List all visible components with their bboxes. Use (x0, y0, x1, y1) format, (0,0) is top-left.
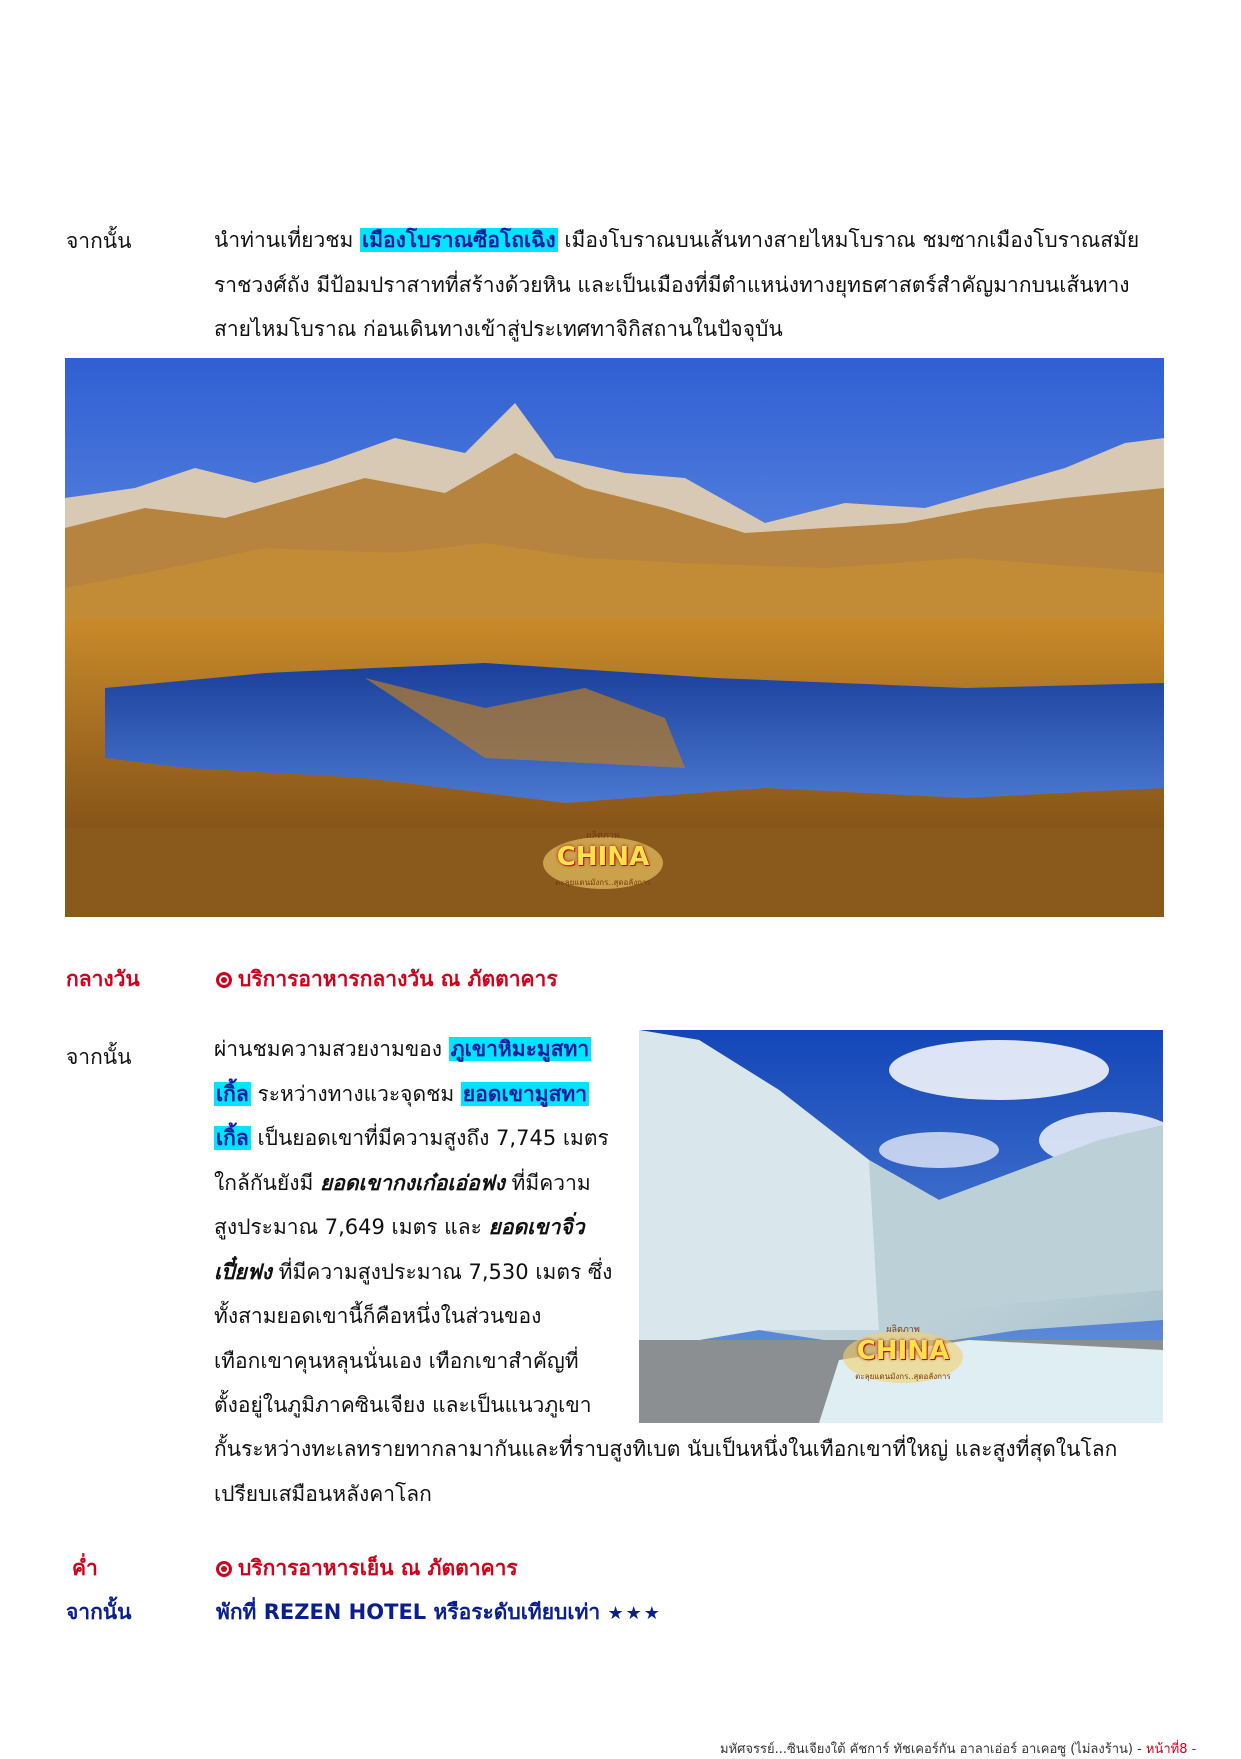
photo-glacier (639, 1030, 1163, 1423)
time-label-then-3: จากนั้น (66, 1600, 132, 1624)
dinner-service: บริการอาหารเย็น ณ ภัตตาคาร (216, 1552, 518, 1585)
time-label-then-1: จากนั้น (66, 229, 132, 253)
dish-icon (216, 972, 232, 988)
highlight-ancient-city: เมืองโบราณซือโถเฉิง (362, 228, 556, 252)
china-logo-badge: ผลิตภาพ CHINA ตะลุยแดนมังกร..สุดอลังการ (839, 1322, 967, 1388)
dish-icon (216, 1561, 232, 1577)
time-label-lunch: กลางวัน (66, 967, 140, 991)
photo-stone-city-landscape (65, 358, 1164, 917)
paragraph-muztagh: ผ่านชมความสวยงามของ ภูเขาหิมะมูสทา เกิ้ล ระหว่างทางแวะจุดชม ยอดเขามูสทา เกิ้ล เป็นยอดเขาที่มีความสูงถึง 7,745 เมตร ใกล้กันยังมี ยอดเขากงเก๋อเอ่อฟง ที่มีความ สูงประมาณ 7,649 เมตร และ ยอดเขาจิ่ว เปี๋ยฟง ที่มีความสูงประมาณ 7,530 เมตร ซึ่ง ทั้งสามยอดเขานี้ก็คือหนึ่งในส่วนของ เทือกเขาคุนหลุนนั่นเอง เทือกเขาสำคัญที่ ตั้งอยู่ในภูมิภาคซินเจียง และเป็นแนวภูเขา (214, 1037, 613, 1417)
time-label-dinner: ค่ำ (72, 1556, 98, 1580)
page-number: หน้าที่8 - (1145, 1742, 1197, 1757)
lunch-service: บริการอาหารกลางวัน ณ ภัตตาคาร (216, 963, 558, 996)
page-footer: มหัศจรรย์...ซินเจียงใต้ คัชการ์ ทัชเคอร์กัน อาลาเอ่อร์ อาเคอซู (ไม่ลงร้าน) - หน้าที่8 - (720, 1742, 1197, 1757)
star-rating-icon: ★★★ (607, 1603, 662, 1624)
hotel-info: พักที่ REZEN HOTEL หรือระดับเทียบเท่า ★★★ (216, 1600, 662, 1624)
paragraph-muztagh-cont: กั้นระหว่างทะเลทรายทากลามากันและที่ราบสูงทิเบต นับเป็นหนึ่งในเทือกเขาที่ใหญ่ และสูงที่สุดในโลก เปรียบเสมือนหลังคาโลก (214, 1437, 1118, 1506)
time-label-then-2: จากนั้น (66, 1045, 132, 1069)
paragraph-ancient-city: นำท่านเที่ยวชม เมืองโบราณซือโถเฉิง เมืองโบราณบนเส้นทางสายไหมโบราณ ชมซากเมืองโบราณสมัย ราชวงศ์ถัง มีป้อมปราสาทที่สร้างด้วยหิน และเป็นเมืองที่มีตำแหน่งทางยุทธศาสตร์สำคัญมากบนเส้นทาง สายไหมโบราณ ก่อนเดินทางเข้าสู่ประเทศทาจิกิสถานในปัจจุบัน (214, 228, 1140, 341)
china-logo-badge: ผลิตภาพ CHINA ตะลุยแดนมังกร..สุดอลังการ (539, 828, 667, 894)
